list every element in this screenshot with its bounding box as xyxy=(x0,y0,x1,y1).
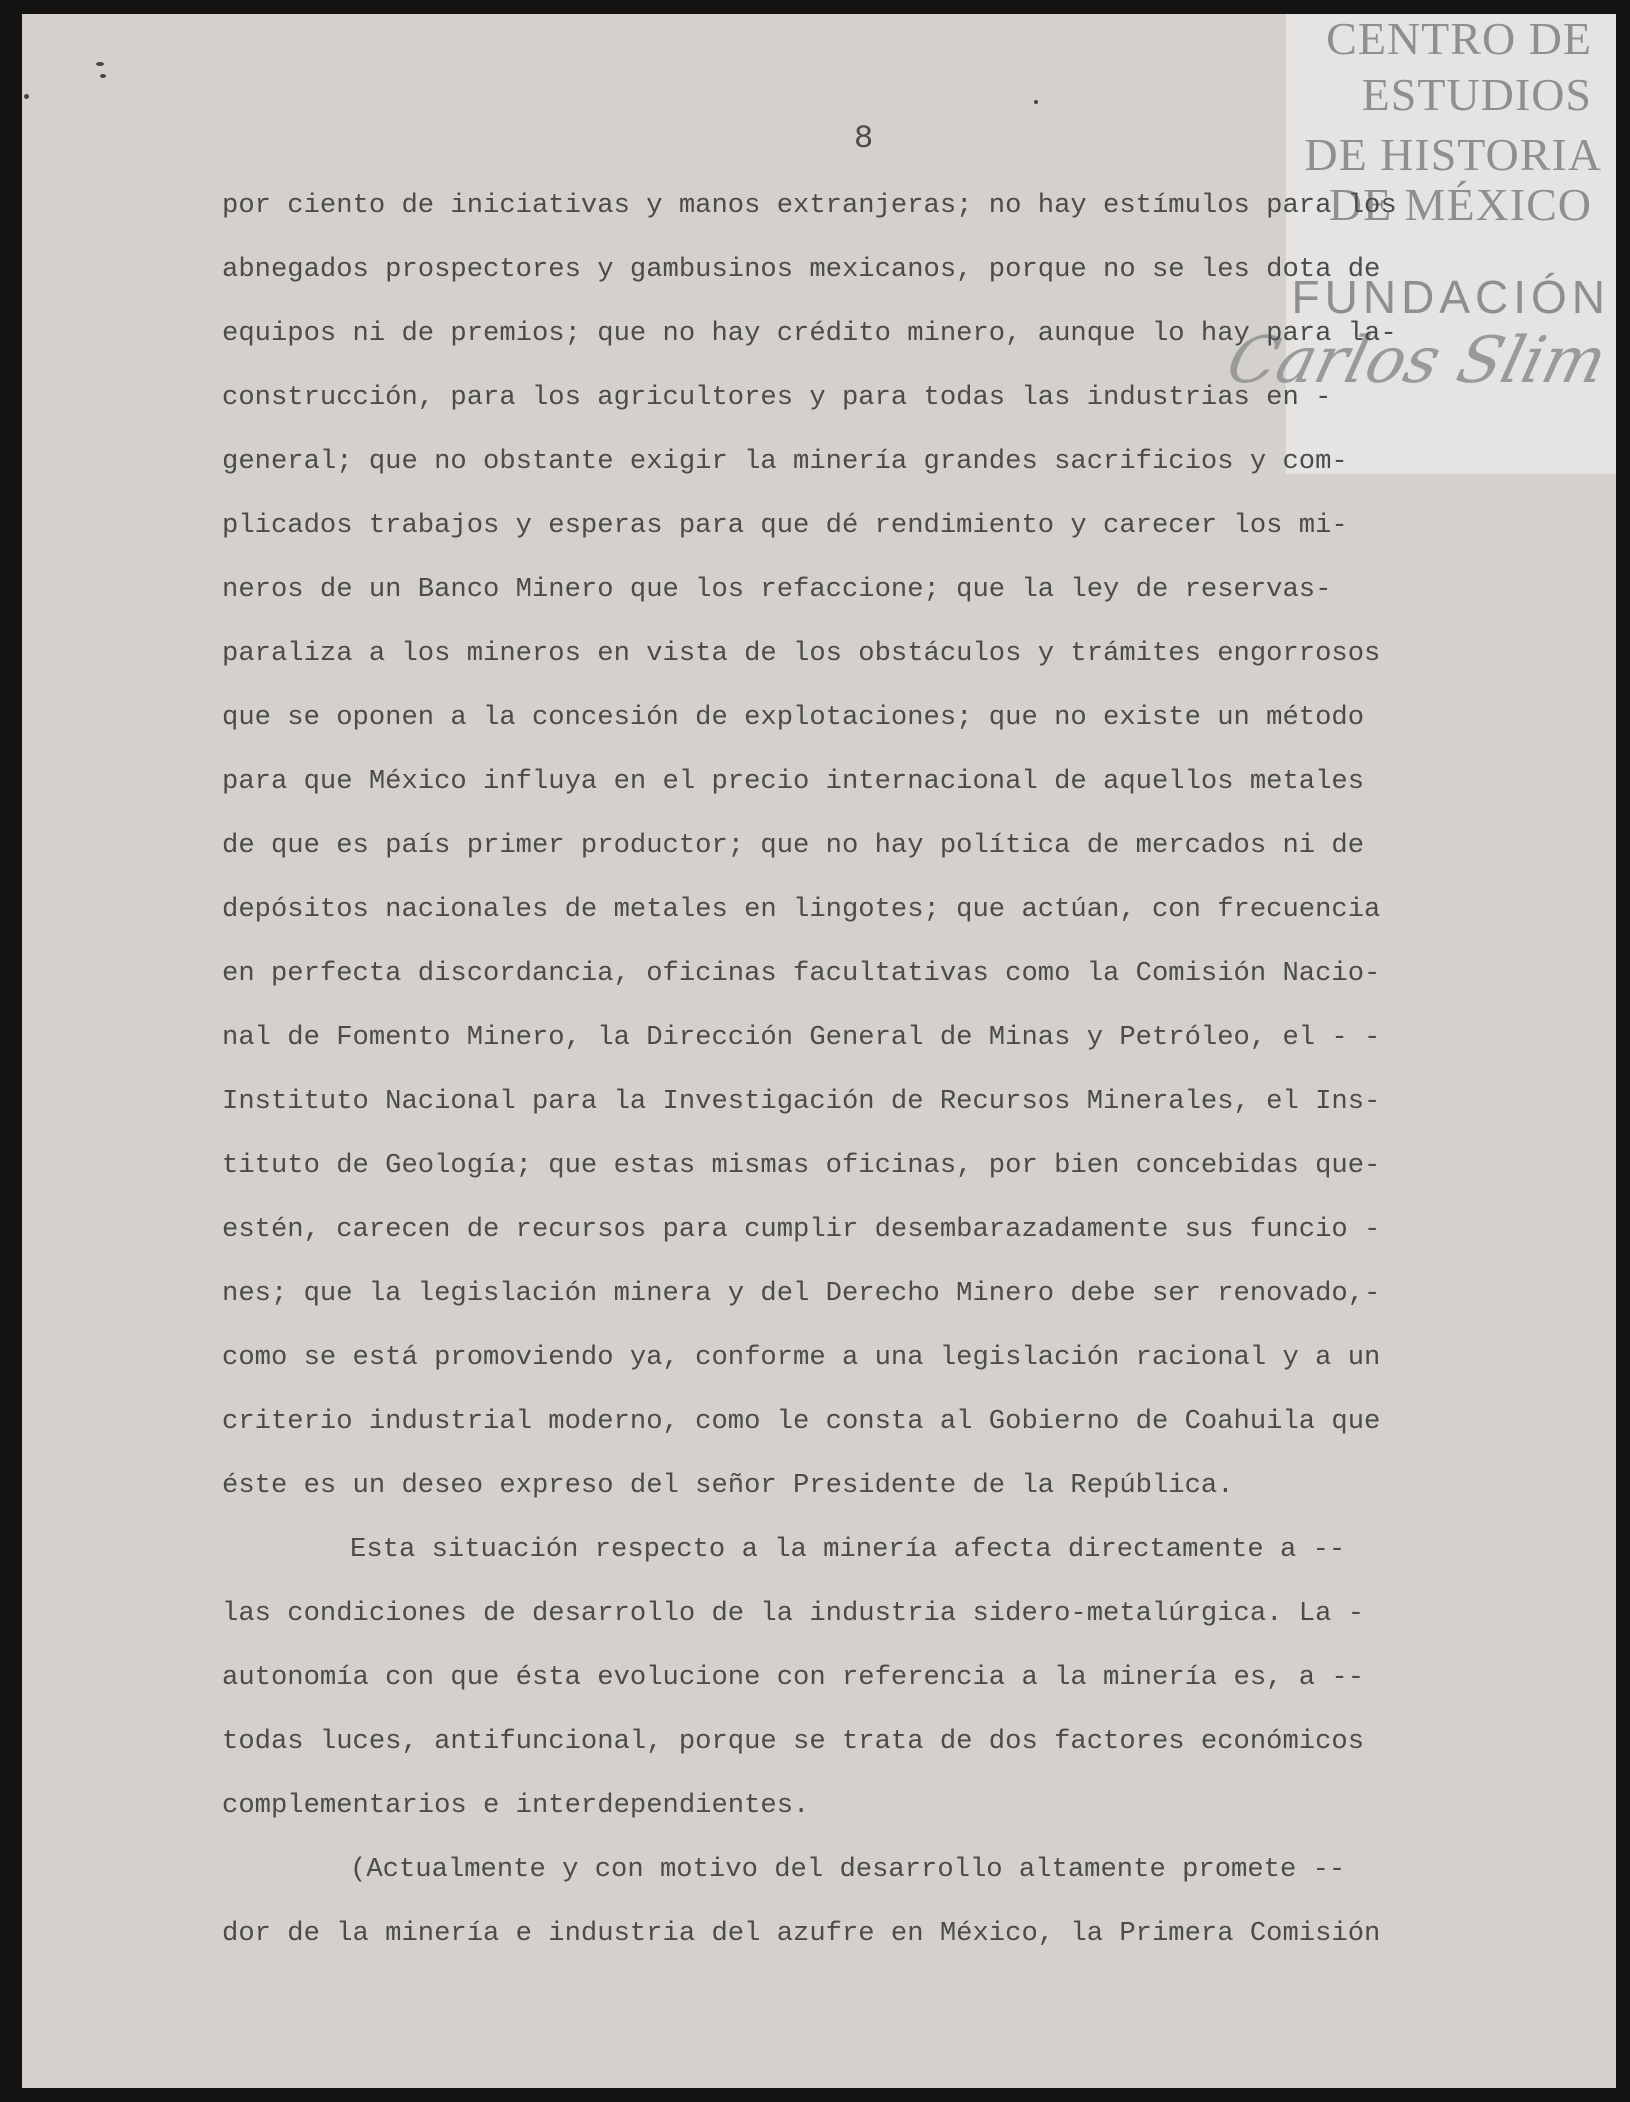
text-line: todas luces, antifuncional, porque se trata de dos factores económicos xyxy=(222,1726,1365,1757)
text-line: depósitos nacionales de metales en lingotes; que actúan, con frecuencia xyxy=(222,894,1381,925)
text-line: autonomía con que ésta evolucione con referencia a la minería es, a -- xyxy=(222,1662,1365,1693)
text-line: las condiciones de desarrollo de la industria sidero-metalúrgica. La - xyxy=(222,1598,1365,1629)
watermark-line: ESTUDIOS xyxy=(1361,69,1592,120)
text-line: construcción, para los agricultores y para todas las industrias en - xyxy=(222,382,1332,413)
watermark-line: DE HISTORIA xyxy=(1304,129,1602,180)
text-line: en perfecta discordancia, oficinas facultativas como la Comisión Nacio- xyxy=(222,958,1381,989)
text-line: paraliza a los mineros en vista de los obstáculos y trámites engorrosos xyxy=(222,638,1381,669)
text-line: plicados trabajos y esperas para que dé rendimiento y carecer los mi- xyxy=(222,510,1348,541)
watermark-signature: Carlos Slim xyxy=(1219,324,1614,398)
text-line: nes; que la legislación minera y del Derecho Minero debe ser renovado,- xyxy=(222,1278,1381,1309)
text-line: Esta situación respecto a la minería afecta directamente a -- xyxy=(350,1534,1346,1565)
text-line: complementarios e interdependientes. xyxy=(222,1790,810,1821)
text-line: dor de la minería e industria del azufre en México, la Primera Comisión xyxy=(222,1918,1381,1949)
text-line: abnegados prospectores y gambusinos mexicanos, porque no se les dota de xyxy=(222,254,1381,285)
text-line: equipos ni de premios; que no hay crédito minero, aunque lo hay para la- xyxy=(222,318,1397,349)
body-text xyxy=(222,174,1602,1966)
text-line: nal de Fomento Minero, la Dirección General de Minas y Petróleo, el - - xyxy=(222,1022,1381,1053)
text-line: Instituto Nacional para la Investigación de Recursos Minerales, el Ins- xyxy=(222,1086,1381,1117)
text-line: criterio industrial moderno, como le consta al Gobierno de Coahuila que xyxy=(222,1406,1381,1437)
text-line: general; que no obstante exigir la minería grandes sacrificios y com- xyxy=(222,446,1348,477)
text-line: (Actualmente y con motivo del desarrollo altamente promete -- xyxy=(350,1854,1346,1885)
text-line: como se está promoviendo ya, conforme a una legislación racional y a un xyxy=(222,1342,1381,1373)
watermark-line: CENTRO DE xyxy=(1326,14,1592,64)
text-line: estén, carecen de recursos para cumplir desembarazadamente sus funcio - xyxy=(222,1214,1381,1245)
ink-speck xyxy=(24,94,29,99)
text-line: tituto de Geología; que estas mismas oficinas, por bien concebidas que- xyxy=(222,1150,1381,1181)
watermark-line: DE MÉXICO xyxy=(1328,179,1592,230)
ink-speck xyxy=(1034,100,1038,104)
page-number: 8 xyxy=(854,120,874,157)
text-line: por ciento de iniciativas y manos extranjeras; no hay estímulos para los xyxy=(222,190,1397,221)
text-line: de que es país primer productor; que no hay política de mercados ni de xyxy=(222,830,1365,861)
text-line: para que México influya en el precio internacional de aquellos metales xyxy=(222,766,1365,797)
ink-speck xyxy=(96,62,104,66)
text-line: neros de un Banco Minero que los refaccione; que la ley de reservas- xyxy=(222,574,1332,605)
document-page xyxy=(22,14,1616,2088)
watermark-foundation-label: FUNDACIÓN xyxy=(1291,271,1610,323)
ink-speck xyxy=(100,74,106,78)
text-line: éste es un deseo expreso del señor Presidente de la República. xyxy=(222,1470,1234,1501)
text-line: que se oponen a la concesión de explotaciones; que no existe un método xyxy=(222,702,1365,733)
